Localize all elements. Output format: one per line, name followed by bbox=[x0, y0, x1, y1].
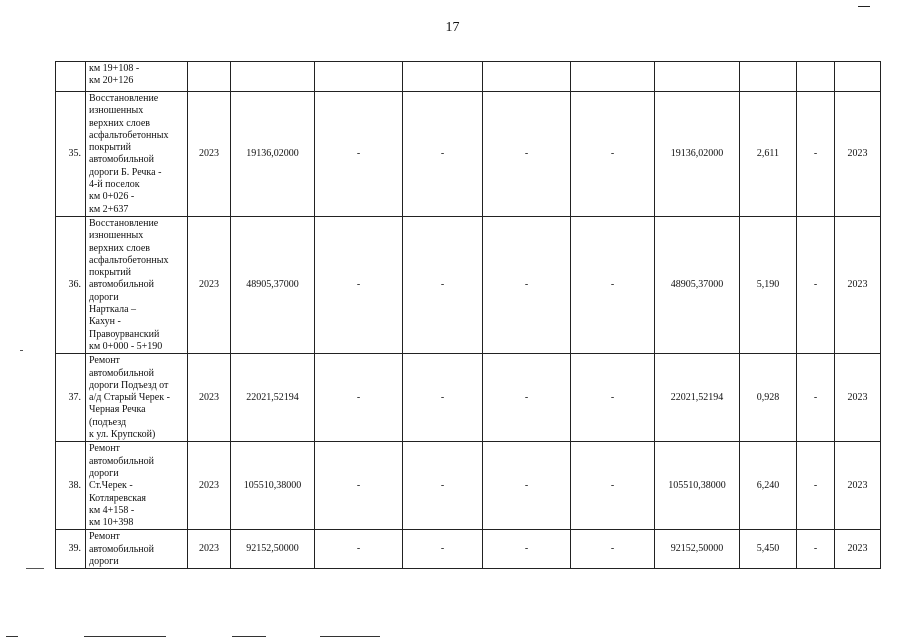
footer-rule bbox=[84, 636, 166, 637]
margin-mark bbox=[20, 350, 23, 351]
col-4-value: - bbox=[315, 217, 403, 354]
description-line: дороги bbox=[89, 556, 119, 568]
footer-rule bbox=[6, 636, 18, 637]
description-line: автомобильной bbox=[89, 154, 154, 166]
description-line: автомобильной bbox=[89, 543, 154, 555]
completion-year bbox=[835, 62, 881, 92]
length-km: 5,450 bbox=[740, 530, 797, 569]
table-body bbox=[56, 62, 881, 569]
description-line: Восстановление bbox=[89, 93, 159, 104]
start-year: 2023 bbox=[188, 217, 231, 354]
row-number: 35. bbox=[56, 92, 86, 217]
table-row bbox=[56, 92, 881, 217]
description-line: Правоурванский bbox=[89, 328, 160, 340]
col-10-value: - bbox=[797, 354, 835, 442]
description-line: асфальтобетонных bbox=[89, 254, 169, 266]
description-line: км 19+108 - bbox=[89, 63, 140, 74]
description-line: км 2+637 bbox=[89, 203, 129, 215]
work-description bbox=[86, 354, 188, 442]
row-number: 39. bbox=[56, 530, 86, 569]
col-4-value bbox=[315, 62, 403, 92]
table-row bbox=[56, 354, 881, 442]
page-number: 17 bbox=[445, 20, 460, 35]
funding-amount: 92152,50000 bbox=[655, 530, 740, 569]
col-4-value: - bbox=[315, 442, 403, 530]
row-number: 36. bbox=[56, 217, 86, 354]
work-description bbox=[86, 92, 188, 217]
completion-year: 2023 bbox=[835, 92, 881, 217]
description-line: Ремонт bbox=[89, 531, 120, 543]
total-amount bbox=[231, 62, 315, 92]
description-line: км 4+158 - bbox=[89, 504, 135, 516]
description-line: 4-й поселок bbox=[89, 179, 140, 191]
col-6-value: - bbox=[483, 354, 571, 442]
length-km: 6,240 bbox=[740, 442, 797, 530]
table-row bbox=[56, 62, 881, 92]
col-7-value bbox=[571, 62, 655, 92]
col-7-value: - bbox=[571, 442, 655, 530]
description-line: Ремонт bbox=[89, 443, 120, 455]
description-line: Котляревская bbox=[89, 492, 147, 504]
col-5-value: - bbox=[403, 92, 483, 217]
description-line: асфальтобетонных bbox=[89, 129, 169, 141]
length-km: 0,928 bbox=[740, 354, 797, 442]
table-row bbox=[56, 530, 881, 569]
col-4-value: - bbox=[315, 92, 403, 217]
col-10-value bbox=[797, 62, 835, 92]
description-line: изношенных bbox=[89, 230, 144, 242]
work-description bbox=[86, 530, 188, 569]
table-row bbox=[56, 217, 881, 354]
start-year: 2023 bbox=[188, 92, 231, 217]
description-line: а/д Старый Черек - bbox=[89, 392, 170, 404]
top-edge-mark bbox=[858, 6, 870, 7]
description-line: автомобильной bbox=[89, 279, 154, 291]
completion-year: 2023 bbox=[835, 354, 881, 442]
description-line: км 20+126 bbox=[89, 75, 134, 87]
col-7-value: - bbox=[571, 217, 655, 354]
description-line: дороги bbox=[89, 291, 119, 303]
length-km: 5,190 bbox=[740, 217, 797, 354]
description-line: дороги Б. Речка - bbox=[89, 166, 162, 178]
col-7-value: - bbox=[571, 354, 655, 442]
total-amount: 105510,38000 bbox=[231, 442, 315, 530]
footer-rule bbox=[232, 636, 266, 637]
funding-amount: 105510,38000 bbox=[655, 442, 740, 530]
completion-year: 2023 bbox=[835, 530, 881, 569]
table-row bbox=[56, 442, 881, 530]
work-description bbox=[86, 62, 188, 92]
col-10-value: - bbox=[797, 442, 835, 530]
col-7-value: - bbox=[571, 530, 655, 569]
col-6-value bbox=[483, 62, 571, 92]
row-number bbox=[56, 62, 86, 92]
description-line: км 10+398 bbox=[89, 517, 134, 529]
footer-rule bbox=[320, 636, 380, 637]
description-line: Ремонт bbox=[89, 355, 120, 367]
total-amount: 22021,52194 bbox=[231, 354, 315, 442]
roads-table bbox=[55, 61, 881, 569]
start-year: 2023 bbox=[188, 442, 231, 530]
description-line: автомобильной bbox=[89, 455, 154, 467]
description-line: км 0+026 - bbox=[89, 191, 135, 203]
description-line: Нарткала – bbox=[89, 304, 137, 316]
work-description bbox=[86, 442, 188, 530]
description-line: покрытий bbox=[89, 267, 132, 279]
col-6-value: - bbox=[483, 92, 571, 217]
col-10-value: - bbox=[797, 217, 835, 354]
col-5-value: - bbox=[403, 442, 483, 530]
description-line: автомобильной bbox=[89, 367, 154, 379]
col-5-value: - bbox=[403, 354, 483, 442]
col-5-value bbox=[403, 62, 483, 92]
start-year: 2023 bbox=[188, 354, 231, 442]
funding-amount: 22021,52194 bbox=[655, 354, 740, 442]
completion-year: 2023 bbox=[835, 442, 881, 530]
description-line: к ул. Крупской) bbox=[89, 429, 156, 441]
description-line: км 0+000 - 5+190 bbox=[89, 340, 163, 352]
description-line: верхних слоев bbox=[89, 242, 151, 254]
description-line: Кахун - bbox=[89, 316, 121, 328]
funding-amount: 19136,02000 bbox=[655, 92, 740, 217]
funding-amount: 48905,37000 bbox=[655, 217, 740, 354]
col-7-value: - bbox=[571, 92, 655, 217]
row-number: 37. bbox=[56, 354, 86, 442]
total-amount: 92152,50000 bbox=[231, 530, 315, 569]
description-line: изношенных bbox=[89, 105, 144, 117]
description-line: дороги bbox=[89, 467, 119, 479]
description-line: Черная Речка bbox=[89, 404, 146, 416]
funding-amount bbox=[655, 62, 740, 92]
start-year bbox=[188, 62, 231, 92]
description-line: (подъезд bbox=[89, 416, 127, 428]
start-year: 2023 bbox=[188, 530, 231, 569]
description-line: дороги Подъезд от bbox=[89, 379, 169, 391]
col-6-value: - bbox=[483, 217, 571, 354]
col-5-value: - bbox=[403, 530, 483, 569]
description-line: верхних слоев bbox=[89, 117, 151, 129]
col-4-value: - bbox=[315, 354, 403, 442]
description-line: покрытий bbox=[89, 142, 132, 154]
col-10-value: - bbox=[797, 530, 835, 569]
work-description bbox=[86, 217, 188, 354]
margin-mark bbox=[26, 568, 44, 569]
row-number: 38. bbox=[56, 442, 86, 530]
col-6-value: - bbox=[483, 442, 571, 530]
description-line: Ст.Черек - bbox=[89, 480, 133, 492]
col-6-value: - bbox=[483, 530, 571, 569]
total-amount: 19136,02000 bbox=[231, 92, 315, 217]
length-km: 2,611 bbox=[740, 92, 797, 217]
col-4-value: - bbox=[315, 530, 403, 569]
description-line: Восстановление bbox=[89, 218, 159, 229]
col-5-value: - bbox=[403, 217, 483, 354]
length-km bbox=[740, 62, 797, 92]
col-10-value: - bbox=[797, 92, 835, 217]
total-amount: 48905,37000 bbox=[231, 217, 315, 354]
completion-year: 2023 bbox=[835, 217, 881, 354]
